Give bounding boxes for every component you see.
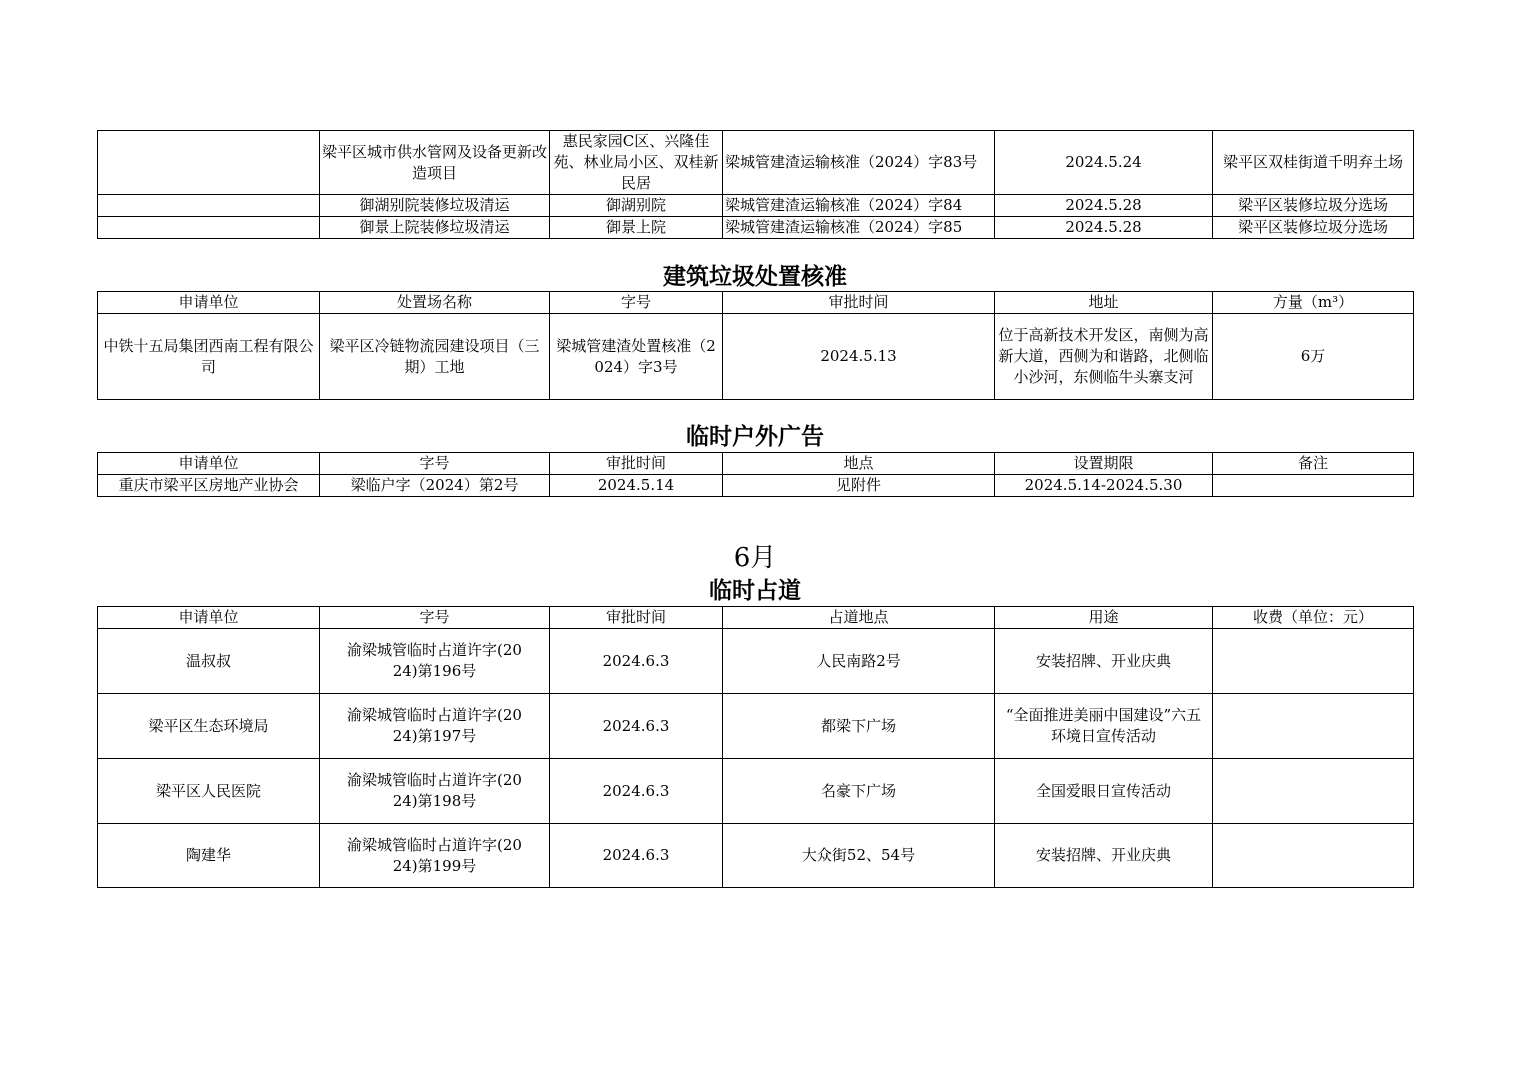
table-cell: 渝梁城管临时占道许字(2024)第196号 xyxy=(320,629,550,694)
table-cell: 梁平区人民医院 xyxy=(98,759,320,824)
table-cell xyxy=(1213,475,1414,497)
table-row xyxy=(98,824,1414,888)
table-cell xyxy=(98,217,320,239)
table-cell: 梁平区装修垃圾分选场 xyxy=(1213,217,1414,239)
table-header: 申请单位 xyxy=(98,453,320,475)
month-heading: 6月 xyxy=(733,543,777,573)
table-cell: 2024.5.28 xyxy=(995,217,1213,239)
table-cell: 惠民家园C区、兴隆佳苑、林业局小区、双桂新民居 xyxy=(550,131,723,195)
table-cell: 都梁下广场 xyxy=(723,694,995,759)
table-cell: 2024.5.14-2024.5.30 xyxy=(995,475,1213,497)
table-header: 申请单位 xyxy=(98,292,320,314)
table-header: 备注 xyxy=(1213,453,1414,475)
table-cell: 渝梁城管临时占道许字(2024)第199号 xyxy=(320,824,550,888)
table-cell: 重庆市梁平区房地产业协会 xyxy=(98,475,320,497)
table-header: 字号 xyxy=(550,292,723,314)
table-header: 设置期限 xyxy=(995,453,1213,475)
table-cell: 位于高新技术开发区，南侧为高新大道，西侧为和谐路，北侧临小沙河，东侧临牛头寨支河 xyxy=(995,314,1213,400)
table-header: 地点 xyxy=(723,453,995,475)
table-header: 申请单位 xyxy=(98,607,320,629)
table-cell xyxy=(1213,694,1414,759)
table-cell: 温叔叔 xyxy=(98,629,320,694)
table-header: 占道地点 xyxy=(723,607,995,629)
outdoor-ad-table xyxy=(97,452,1414,497)
table-cell: 梁平区双桂街道千明弃土场 xyxy=(1213,131,1414,195)
table-cell xyxy=(98,195,320,217)
table-cell: 梁城管建渣运输核准（2024）字84 xyxy=(723,195,995,217)
table-cell: 6万 xyxy=(1213,314,1414,400)
table-cell: 渝梁城管临时占道许字(2024)第197号 xyxy=(320,694,550,759)
table-cell: 梁城管建渣处置核准（2024）字3号 xyxy=(550,314,723,400)
table-cell: 御景上院 xyxy=(550,217,723,239)
table-cell: 梁平区装修垃圾分选场 xyxy=(1213,195,1414,217)
table-header: 字号 xyxy=(320,453,550,475)
table-cell: 大众街52、54号 xyxy=(723,824,995,888)
table-cell: 名豪下广场 xyxy=(723,759,995,824)
table-cell: 梁平区生态环境局 xyxy=(98,694,320,759)
table-header: 审批时间 xyxy=(550,453,723,475)
table-cell: 梁临户字（2024）第2号 xyxy=(320,475,550,497)
table-cell: 2024.6.3 xyxy=(550,824,723,888)
section-title-road-occupation: 临时占道 xyxy=(709,577,801,604)
table-row xyxy=(98,694,1414,759)
table-cell: 梁城管建渣运输核准（2024）字85 xyxy=(723,217,995,239)
table-cell: 中铁十五局集团西南工程有限公司 xyxy=(98,314,320,400)
table-cell: “全面推进美丽中国建设”六五环境日宣传活动 xyxy=(995,694,1213,759)
table-cell: 梁平区冷链物流园建设项目（三期）工地 xyxy=(320,314,550,400)
table-header: 审批时间 xyxy=(550,607,723,629)
table-header: 用途 xyxy=(995,607,1213,629)
table-row xyxy=(98,217,1414,239)
table-cell xyxy=(98,131,320,195)
table-cell: 2024.5.24 xyxy=(995,131,1213,195)
table-cell: 御景上院装修垃圾清运 xyxy=(320,217,550,239)
table-cell: 梁平区城市供水管网及设备更新改造项目 xyxy=(320,131,550,195)
table-header: 收费（单位：元） xyxy=(1213,607,1414,629)
table-cell: 御湖别院 xyxy=(550,195,723,217)
table-header: 地址 xyxy=(995,292,1213,314)
table-cell: 2024.6.3 xyxy=(550,759,723,824)
table-cell: 梁城管建渣运输核准（2024）字83号 xyxy=(723,131,995,195)
table-row xyxy=(98,314,1414,400)
table-cell: 2024.5.13 xyxy=(723,314,995,400)
table-row xyxy=(98,475,1414,497)
table-cell xyxy=(1213,629,1414,694)
section-title-outdoor-ad: 临时户外广告 xyxy=(686,423,824,450)
table-header-row xyxy=(98,453,1414,475)
table-cell: 2024.5.14 xyxy=(550,475,723,497)
table-header-row xyxy=(98,292,1414,314)
table-cell: 御湖别院装修垃圾清运 xyxy=(320,195,550,217)
table-header: 方量（m³） xyxy=(1213,292,1414,314)
disposal-table xyxy=(97,291,1414,400)
table-cell: 陶建华 xyxy=(98,824,320,888)
table-cell xyxy=(1213,824,1414,888)
table-cell: 2024.6.3 xyxy=(550,629,723,694)
table-cell: 安装招牌、开业庆典 xyxy=(995,824,1213,888)
table-cell: 2024.6.3 xyxy=(550,694,723,759)
table-row xyxy=(98,131,1414,195)
table-cell: 渝梁城管临时占道许字(2024)第198号 xyxy=(320,759,550,824)
table-cell: 全国爱眼日宣传活动 xyxy=(995,759,1213,824)
table-header: 字号 xyxy=(320,607,550,629)
table-cell xyxy=(1213,759,1414,824)
section-title-disposal: 建筑垃圾处置核准 xyxy=(663,263,847,290)
road-occupation-table xyxy=(97,606,1414,888)
table-header-row xyxy=(98,607,1414,629)
table-row xyxy=(98,195,1414,217)
table-cell: 见附件 xyxy=(723,475,995,497)
table-row xyxy=(98,759,1414,824)
table-cell: 2024.5.28 xyxy=(995,195,1213,217)
table-header: 处置场名称 xyxy=(320,292,550,314)
table-cell: 安装招牌、开业庆典 xyxy=(995,629,1213,694)
table-row xyxy=(98,629,1414,694)
table-header: 审批时间 xyxy=(723,292,995,314)
transport-approval-table xyxy=(97,130,1414,239)
table-cell: 人民南路2号 xyxy=(723,629,995,694)
